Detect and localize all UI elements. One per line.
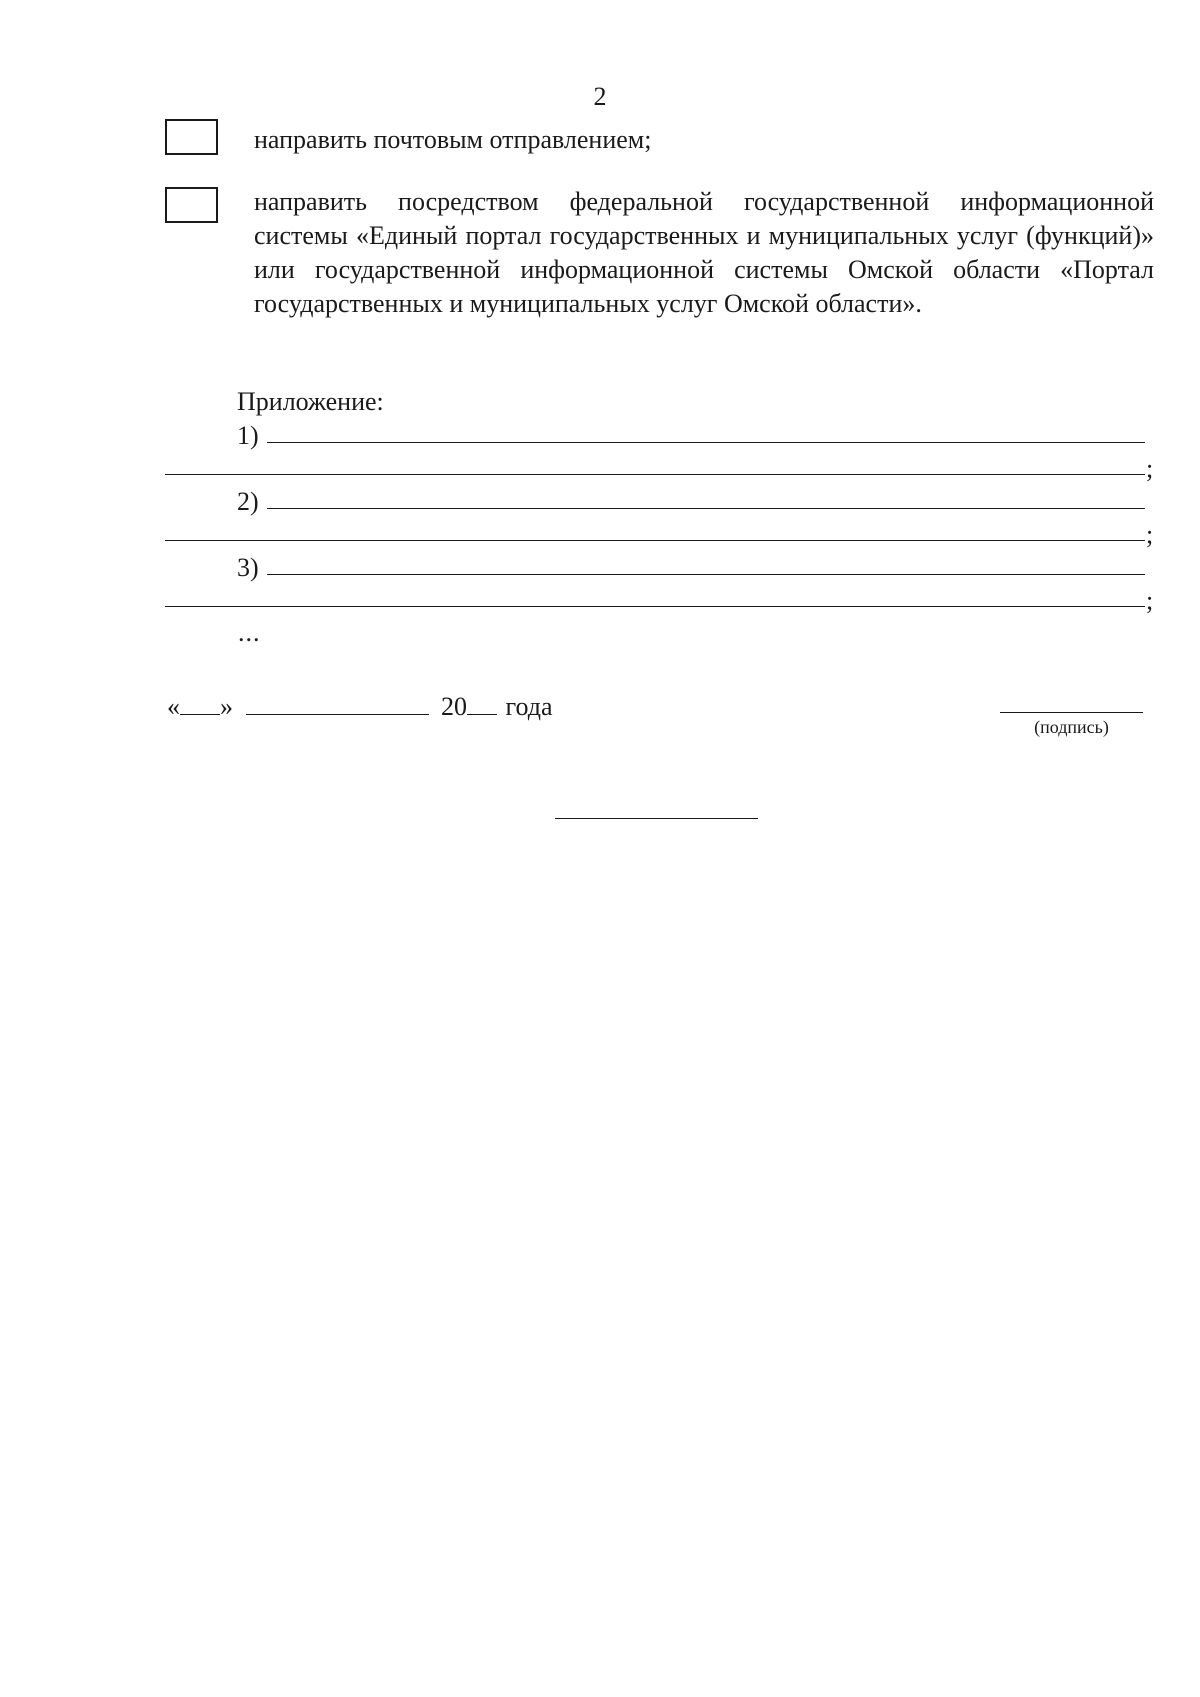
- date-day-field[interactable]: [180, 692, 220, 715]
- appendix-item-number: 3): [237, 553, 259, 582]
- date-month-field[interactable]: [246, 692, 429, 715]
- appendix-item-2-line-2[interactable]: [165, 540, 1145, 541]
- date-year-field[interactable]: [467, 692, 497, 715]
- signature-caption: (подпись): [1034, 717, 1109, 737]
- appendix-label: Приложение:: [237, 387, 384, 416]
- checkbox-portal[interactable]: [165, 187, 218, 223]
- date-close-quote: »: [220, 692, 233, 721]
- appendix-item-2-end: ;: [1146, 520, 1154, 549]
- appendix-item-3-line-2[interactable]: [165, 606, 1145, 607]
- option-portal-text: направить посредством федеральной государственной информационной системы «Единый портал государственных и муниципальных услуг (функций)» или государственной информационной системы Омской области «Портал государственных и муниципальных услуг Омской области».: [254, 187, 1154, 318]
- signature-field[interactable]: [1000, 712, 1143, 713]
- date-year-prefix: 20: [441, 692, 467, 721]
- appendix-ellipsis: ...: [238, 618, 261, 647]
- appendix-item-1-end: ;: [1146, 454, 1154, 483]
- appendix-item-2-line-1[interactable]: [267, 508, 1145, 509]
- closing-divider: [555, 818, 758, 819]
- date-open-quote: «: [167, 692, 180, 721]
- appendix-item-number: 1): [237, 421, 259, 450]
- appendix-item-number: 2): [237, 487, 259, 516]
- date-suffix: года: [505, 692, 553, 721]
- appendix-item-3-line-1[interactable]: [267, 574, 1145, 575]
- appendix-item-3-end: ;: [1146, 586, 1154, 615]
- appendix-item-1-line-1[interactable]: [267, 442, 1145, 443]
- checkbox-postal[interactable]: [165, 119, 218, 155]
- page-number: 2: [593, 82, 607, 111]
- option-postal-text: направить почтовым отправлением;: [254, 125, 652, 154]
- appendix-item-1-line-2[interactable]: [165, 474, 1145, 475]
- date-row: [167, 690, 553, 724]
